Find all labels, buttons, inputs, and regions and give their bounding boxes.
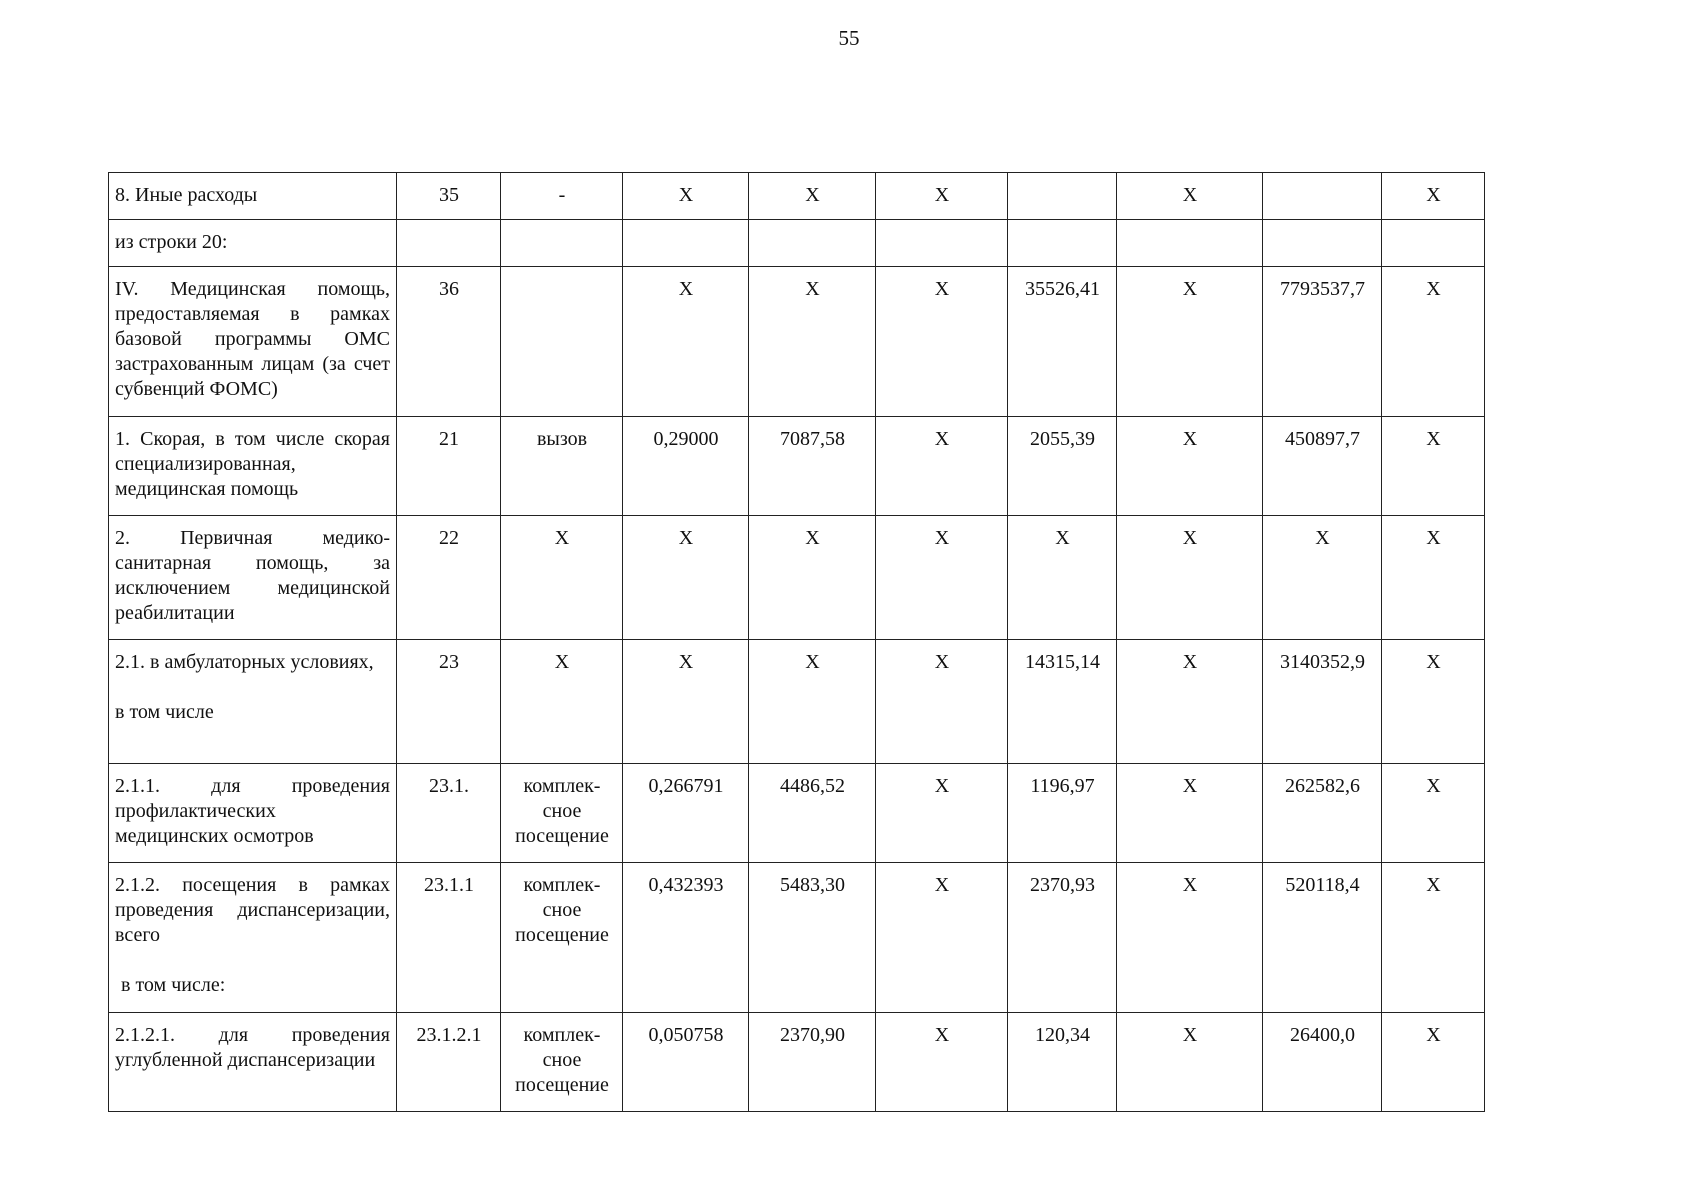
table-cell: X <box>1382 640 1485 764</box>
table-row <box>109 1013 1485 1112</box>
table-cell <box>501 267 623 417</box>
table-cell <box>749 220 876 267</box>
row-name: 2. Первичная медико-санитарная помощь, за исключением медицинской реабилитации <box>115 527 390 624</box>
table-cell: 14315,14 <box>1008 640 1117 764</box>
table-cell: 26400,0 <box>1263 1013 1382 1112</box>
table-cell: 0,050758 <box>623 1013 749 1112</box>
table-row <box>109 173 1485 220</box>
table-cell: X <box>1117 516 1263 640</box>
table-cell: 4486,52 <box>749 764 876 863</box>
table-cell: X <box>1117 417 1263 516</box>
table-cell: вызов <box>501 417 623 516</box>
table-row <box>109 267 1485 417</box>
row-name-cell <box>109 764 397 863</box>
row-name-note: в том числе: <box>121 974 226 996</box>
table-row <box>109 417 1485 516</box>
table-cell: X <box>1382 1013 1485 1112</box>
table-cell: 0,266791 <box>623 764 749 863</box>
table-cell: комплек-сное посещение <box>501 1013 623 1112</box>
table-cell: X <box>1382 173 1485 220</box>
table-cell: X <box>1382 516 1485 640</box>
table-cell: X <box>876 417 1008 516</box>
table-cell: X <box>876 516 1008 640</box>
page-number: 55 <box>838 26 860 50</box>
table-cell: 1196,97 <box>1008 764 1117 863</box>
table-cell: X <box>1117 863 1263 1013</box>
table-cell: 23.1.2.1 <box>397 1013 501 1112</box>
table-cell <box>876 220 1008 267</box>
table-cell: X <box>1117 173 1263 220</box>
table-cell: X <box>876 173 1008 220</box>
row-name-cell <box>109 640 397 764</box>
row-name-cell <box>109 516 397 640</box>
data-table <box>108 172 1485 1112</box>
row-name-cell <box>109 417 397 516</box>
table-cell: X <box>501 516 623 640</box>
row-name: 2.1.1. для проведения профилактических медицинских осмотров <box>115 775 390 847</box>
table-cell: 2370,90 <box>749 1013 876 1112</box>
table-cell: X <box>1382 267 1485 417</box>
table-cell: 21 <box>397 417 501 516</box>
table-cell: 22 <box>397 516 501 640</box>
table-cell: 23 <box>397 640 501 764</box>
table-cell <box>1263 173 1382 220</box>
table-cell: 36 <box>397 267 501 417</box>
table-cell: 450897,7 <box>1263 417 1382 516</box>
table-cell: X <box>749 267 876 417</box>
table-cell: 35526,41 <box>1008 267 1117 417</box>
table-cell: 23.1.1 <box>397 863 501 1013</box>
table-cell: комплек-сное посещение <box>501 863 623 1013</box>
table-cell: X <box>1382 764 1485 863</box>
table-cell: X <box>1263 516 1382 640</box>
row-name-note: в том числе <box>115 701 214 723</box>
table-cell: X <box>749 640 876 764</box>
table-cell: 7793537,7 <box>1263 267 1382 417</box>
row-name: 2.1.2. посещения в рамках проведения диспансеризации, всего <box>115 874 390 946</box>
row-name: из строки 20: <box>115 231 228 253</box>
row-name-cell <box>109 173 397 220</box>
table-cell: X <box>749 516 876 640</box>
table-row <box>109 640 1485 764</box>
row-name-cell <box>109 267 397 417</box>
table-cell: X <box>876 1013 1008 1112</box>
table-cell: 2055,39 <box>1008 417 1117 516</box>
table-cell <box>397 220 501 267</box>
table-cell: 262582,6 <box>1263 764 1382 863</box>
row-name: 2.1.2.1. для проведения углубленной диспансеризации <box>115 1024 390 1071</box>
table-cell <box>1117 220 1263 267</box>
table-cell <box>1382 220 1485 267</box>
table-cell: X <box>749 173 876 220</box>
row-name: IV. Медицинская помощь, предоставляемая в рамках базовой программы ОМС застрахованным лицам (за счет субвенций ФОМС) <box>115 278 390 400</box>
table-cell <box>623 220 749 267</box>
table-cell: X <box>1008 516 1117 640</box>
row-name: 1. Скорая, в том числе скорая специализированная, медицинская помощь <box>115 428 390 500</box>
table-cell: X <box>876 863 1008 1013</box>
table-cell: комплек-сное посещение <box>501 764 623 863</box>
table-cell: X <box>876 764 1008 863</box>
row-name: 8. Иные расходы <box>115 184 258 206</box>
row-name-cell <box>109 863 397 1013</box>
table-row <box>109 764 1485 863</box>
table-row <box>109 516 1485 640</box>
table-cell: X <box>876 267 1008 417</box>
table-cell: 520118,4 <box>1263 863 1382 1013</box>
table-cell: X <box>623 173 749 220</box>
table-cell: X <box>1382 863 1485 1013</box>
table-cell: X <box>1117 640 1263 764</box>
table-cell: X <box>1117 1013 1263 1112</box>
table-body <box>109 173 1485 1112</box>
table-cell <box>501 220 623 267</box>
table-row <box>109 863 1485 1013</box>
table-cell: 7087,58 <box>749 417 876 516</box>
table-cell: X <box>876 640 1008 764</box>
row-name: 2.1. в амбулаторных условиях, <box>115 651 374 673</box>
table-cell: X <box>623 267 749 417</box>
table-cell: X <box>1382 417 1485 516</box>
table-row <box>109 220 1485 267</box>
table-cell: X <box>623 516 749 640</box>
table-cell: X <box>1117 267 1263 417</box>
table-cell: X <box>501 640 623 764</box>
row-name-cell <box>109 220 397 267</box>
row-name-cell <box>109 1013 397 1112</box>
table-cell: 23.1. <box>397 764 501 863</box>
table-cell: 120,34 <box>1008 1013 1117 1112</box>
table-cell: X <box>623 640 749 764</box>
table-cell: 5483,30 <box>749 863 876 1013</box>
table-cell <box>1263 220 1382 267</box>
table-cell: 2370,93 <box>1008 863 1117 1013</box>
table-cell: 0,432393 <box>623 863 749 1013</box>
table-cell: - <box>501 173 623 220</box>
table-cell: 3140352,9 <box>1263 640 1382 764</box>
table-cell: 35 <box>397 173 501 220</box>
table-cell <box>1008 173 1117 220</box>
table-cell: X <box>1117 764 1263 863</box>
table-cell: 0,29000 <box>623 417 749 516</box>
table-cell <box>1008 220 1117 267</box>
